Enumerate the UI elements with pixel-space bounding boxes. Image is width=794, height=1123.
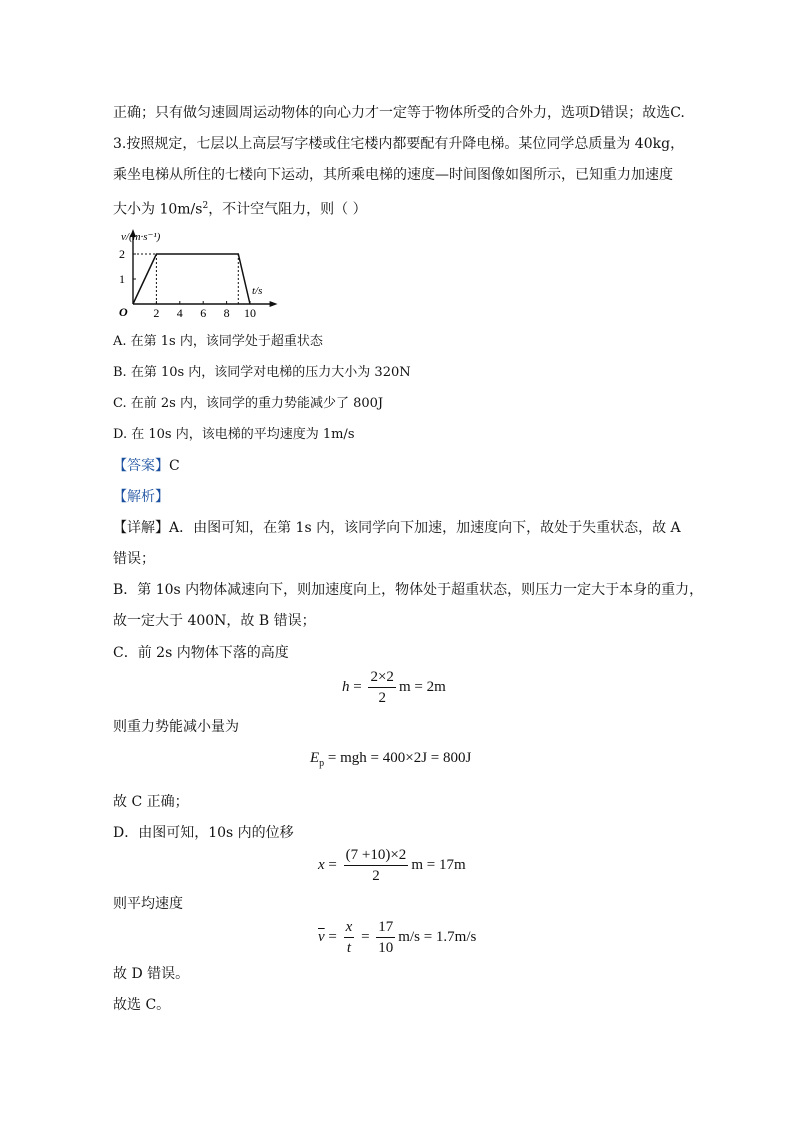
detail-b-line-2: 故一定大于 400N，故 B 错误； [113, 613, 316, 629]
denominator: 10 [378, 940, 394, 956]
numerator: (7 +10)×2 [344, 846, 409, 866]
fraction [344, 918, 355, 957]
formula-lhs: E [310, 750, 320, 766]
text-line-prev-answer: 正确；只有做匀速圆周运动物体的向心力才一定等于物体所受的合外力，选项D错误；故选C. [113, 105, 685, 121]
formula-rhs: m/s = 1.7m/s [398, 928, 477, 945]
detail-a-line-2: 错误； [113, 551, 155, 567]
detail-d-line-1: D．由图可知，10s 内的位移 [113, 825, 294, 841]
formula-lhs: h [342, 678, 350, 695]
x-axis-arrow [270, 301, 278, 307]
answer-value: C [169, 458, 180, 474]
answer-line [113, 456, 180, 476]
question-line-3-tail: ，不计空气阻力，则（ ） [208, 201, 367, 218]
formula-displacement: x = $\frac{(7 +10)\times 2}{2}$ m = 17m [318, 847, 466, 884]
formula-rhs: m = 17m [411, 856, 466, 873]
x-tick-label: 8 [223, 306, 230, 320]
final-answer: 故选 C。 [113, 997, 171, 1013]
denominator: 2 [372, 868, 380, 884]
detail-c-line-2: 则重力势能减小量为 [113, 719, 239, 735]
numerator: 2×2 [368, 668, 395, 688]
y-tick-label: 2 [119, 247, 125, 261]
formula-rhs: m = 2m [398, 678, 446, 695]
numerator: x [344, 918, 355, 938]
formula-subscript: p [319, 758, 325, 769]
option-c: C. 在前 2s 内，该同学的重力势能减少了 800J [113, 396, 384, 411]
velocity-time-chart [113, 228, 283, 320]
detail-b-line-1: B．第 10s 内物体减速向下，则加速度向上，物体处于超重状态，则压力一定大于本身的重力， [113, 582, 704, 598]
question-line-1: 3.按照规定，七层以上高层写字楼或住宅楼内都要配有升降电梯。某位同学总质量为 40kg， [113, 136, 685, 152]
x-tick-label: 4 [176, 306, 183, 320]
x-axis-label: t/s [252, 285, 263, 297]
formula-average-velocity: $\overline{v}$ = $\frac{x}{t}$ = $\frac{17}{10}$ m/s = 1.7m/s [318, 919, 477, 956]
detail-c-line-1: C．前 2s 内物体下落的高度 [113, 645, 289, 661]
formula-energy [310, 750, 471, 769]
option-a: A. 在第 1s 内，该同学处于超重状态 [113, 334, 323, 349]
y-tick-label: 1 [119, 272, 125, 286]
x-tick-label: 6 [200, 306, 207, 320]
denominator: 2 [378, 690, 386, 706]
denominator: t [346, 940, 352, 956]
fraction [344, 846, 409, 885]
origin-label: O [119, 305, 128, 319]
numerator: 17 [376, 918, 395, 938]
formula-lhs: x [318, 856, 325, 873]
question-line-2: 乘坐电梯从所住的七楼向下运动，其所乘电梯的速度—时间图像如图所示，已知重力加速度 [113, 167, 673, 183]
velocity-line [133, 254, 250, 304]
x-tick-label: 10 [244, 306, 256, 320]
fraction [376, 918, 395, 957]
option-b: B. 在第 10s 内，该同学对电梯的压力大小为 320N [113, 365, 411, 380]
x-tick-label: 2 [153, 306, 160, 320]
detail-d-line-2: 则平均速度 [113, 896, 183, 912]
question-line-3 [113, 196, 367, 220]
detail-c-line-3: 故 C 正确； [113, 794, 189, 810]
fraction [368, 668, 395, 707]
formula-lhs: $\overline{v}$ [318, 928, 325, 945]
y-axis-label: v/(m·s⁻¹) [121, 231, 161, 243]
option-d: D. 在 10s 内，该电梯的平均速度为 1m/s [113, 427, 355, 442]
detail-d-line-3: 故 D 错误。 [113, 966, 190, 982]
answer-label: 【答案】 [113, 458, 169, 474]
analysis-label: 【解析】 [113, 489, 169, 505]
question-line-3-text: 大小为 10m/s [113, 201, 203, 218]
superscript: 2 [202, 201, 209, 211]
formula-rhs: = mgh = 400×2J = 800J [324, 750, 472, 766]
formula-height: h = $\frac{2\times 2}{2}$ m = 2m [342, 669, 446, 706]
detail-a-line-1: 【详解】A．由图可知，在第 1s 内，该同学向下加速，加速度向下，故处于失重状态，故 A [113, 520, 681, 536]
